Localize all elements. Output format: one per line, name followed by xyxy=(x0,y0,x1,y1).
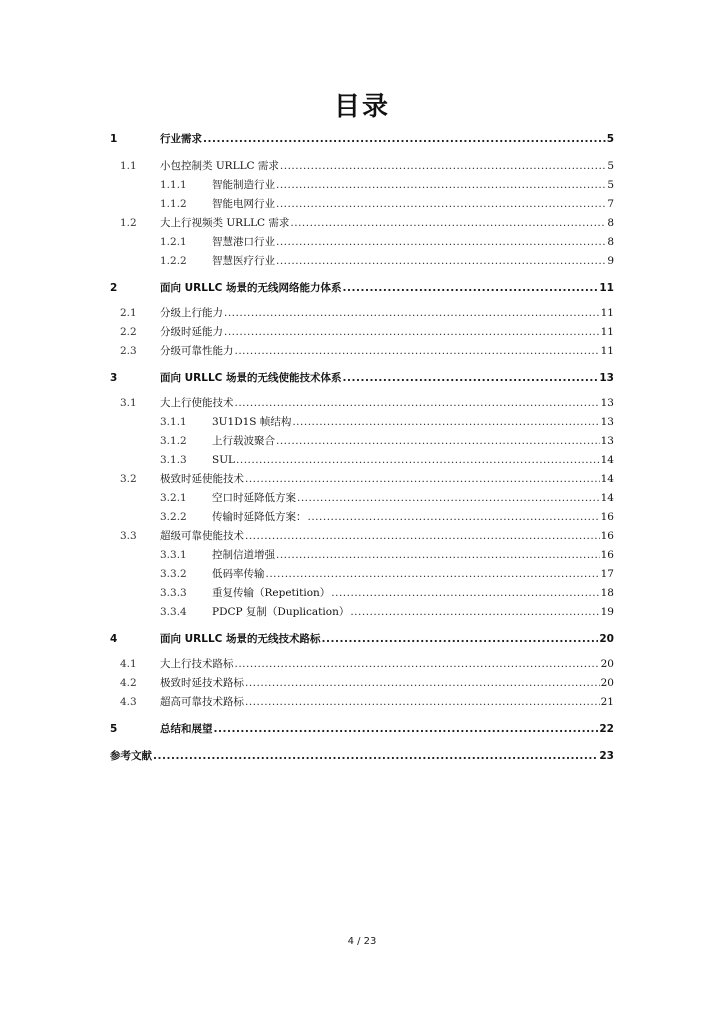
toc-entry-page: 5 xyxy=(607,160,614,172)
dot-leader xyxy=(343,369,599,388)
toc-entry-number: 5 xyxy=(110,723,118,735)
toc-entry[interactable] xyxy=(110,603,614,622)
toc-entry-number: 3.3.4 xyxy=(160,606,187,618)
toc-entry-label: 极致时延使能技术 xyxy=(160,473,244,485)
toc-entry[interactable] xyxy=(110,451,614,470)
toc-entry[interactable] xyxy=(110,527,614,546)
dot-leader xyxy=(235,655,600,674)
toc-entry-page: 20 xyxy=(600,658,614,670)
toc-entry-number: 3.3.3 xyxy=(160,587,187,599)
dot-leader xyxy=(276,432,600,451)
dot-leader xyxy=(245,693,600,712)
toc-entry[interactable] xyxy=(110,323,614,342)
toc-entry-label: 参考文献 xyxy=(110,750,152,762)
toc-entry-label: 面向 URLLC 场景的无线使能技术体系 xyxy=(160,372,342,384)
toc-entry-page: 22 xyxy=(599,723,614,735)
dot-leader xyxy=(322,630,599,649)
toc-entry-number: 3.1.3 xyxy=(160,454,187,466)
toc-entry-label: 智慧港口行业 xyxy=(212,236,275,248)
toc-entry-label: SUL xyxy=(212,454,236,466)
toc-entry[interactable] xyxy=(110,693,614,712)
dot-leader xyxy=(203,130,606,149)
dot-leader xyxy=(292,413,599,432)
dot-leader xyxy=(235,342,600,361)
toc-entry[interactable] xyxy=(110,157,614,176)
toc-entry[interactable] xyxy=(110,130,614,149)
toc-entry-label: 总结和展望 xyxy=(160,723,213,735)
toc-entry-page: 14 xyxy=(600,492,614,504)
toc-entry-page: 5 xyxy=(607,179,614,191)
toc-entry-number: 3.3.1 xyxy=(160,549,187,561)
toc-entry-page: 19 xyxy=(600,606,614,618)
toc-entry-page: 7 xyxy=(607,198,614,210)
toc-entry-number: 1.1.1 xyxy=(160,179,187,191)
toc-entry-page: 18 xyxy=(600,587,614,599)
toc-entry[interactable] xyxy=(110,342,614,361)
toc-entry-label: 行业需求 xyxy=(160,133,202,145)
toc-entry[interactable] xyxy=(110,304,614,323)
toc-entry[interactable] xyxy=(110,489,614,508)
toc-entry-page: 17 xyxy=(600,568,614,580)
toc-entry-page: 16 xyxy=(600,511,614,523)
toc-entry-label: 超高可靠技术路标 xyxy=(160,696,244,708)
toc-entry-number: 3.2.2 xyxy=(160,511,187,523)
toc-entry-page: 8 xyxy=(607,217,614,229)
toc-entry-page: 20 xyxy=(599,633,614,645)
toc-entry-number: 2.2 xyxy=(120,326,137,338)
dot-leader xyxy=(266,565,600,584)
dot-leader xyxy=(343,279,599,298)
dot-leader xyxy=(224,323,600,342)
dot-leader xyxy=(276,252,606,271)
toc-entry-page: 14 xyxy=(600,454,614,466)
toc-entry-label: 面向 URLLC 场景的无线网络能力体系 xyxy=(160,282,342,294)
page-number-footer: 4 / 23 xyxy=(347,936,377,947)
toc-entry-page: 11 xyxy=(600,345,614,357)
toc-entry-page: 16 xyxy=(600,530,614,542)
toc-entry[interactable] xyxy=(110,233,614,252)
toc-entry-label: 3U1D1S 帧结构 xyxy=(212,416,292,428)
toc-entry-label: 智慧医疗行业 xyxy=(212,255,275,267)
toc-entry-number: 1.2.1 xyxy=(160,236,187,248)
toc-entry-number: 2.3 xyxy=(120,345,137,357)
dot-leader xyxy=(214,720,599,739)
dot-leader xyxy=(236,451,600,470)
table-of-contents xyxy=(110,130,614,766)
toc-entry-number: 1.2.2 xyxy=(160,255,187,267)
toc-entry[interactable] xyxy=(110,674,614,693)
toc-entry-label: 控制信道增强 xyxy=(212,549,275,561)
toc-entry[interactable] xyxy=(110,279,614,298)
dot-leader xyxy=(224,304,600,323)
toc-entry-label: 分级时延能力 xyxy=(160,326,223,338)
toc-entry-number: 1.2 xyxy=(120,217,137,229)
toc-entry-page: 9 xyxy=(607,255,614,267)
dot-leader xyxy=(350,603,599,622)
toc-entry[interactable] xyxy=(110,432,614,451)
toc-entry-page: 5 xyxy=(606,133,614,145)
toc-entry-label: 空口时延降低方案 xyxy=(212,492,296,504)
toc-entry-page: 8 xyxy=(607,236,614,248)
dot-leader xyxy=(308,508,600,527)
toc-entry-number: 1 xyxy=(110,133,118,145)
toc-entry-label: 面向 URLLC 场景的无线技术路标 xyxy=(160,633,321,645)
toc-entry-label: 低码率传输 xyxy=(212,568,265,580)
toc-entry[interactable] xyxy=(110,394,614,413)
toc-entry-number: 4 xyxy=(110,633,118,645)
toc-entry-number: 4.1 xyxy=(120,658,137,670)
toc-entry-label: 小包控制类 URLLC 需求 xyxy=(160,160,279,172)
toc-entry-label: 大上行使能技术 xyxy=(160,397,234,409)
toc-entry-page: 21 xyxy=(600,696,614,708)
toc-entry[interactable] xyxy=(110,546,614,565)
toc-entry-label: 上行载波聚合 xyxy=(212,435,275,447)
toc-entry-page: 16 xyxy=(600,549,614,561)
toc-entry-label: 智能制造行业 xyxy=(212,179,275,191)
toc-entry-number: 3.1.1 xyxy=(160,416,187,428)
toc-entry-page: 23 xyxy=(599,750,614,762)
toc-title: 目录 xyxy=(333,92,390,122)
toc-entry-number: 1.1 xyxy=(120,160,137,172)
toc-entry-label: 大上行视频类 URLLC 需求 xyxy=(160,217,290,229)
toc-entry-page: 11 xyxy=(599,282,614,294)
toc-entry-label: PDCP 复制（Duplication） xyxy=(212,606,350,618)
dot-leader xyxy=(245,527,600,546)
dot-leader xyxy=(276,233,606,252)
dot-leader xyxy=(276,195,606,214)
toc-entry-number: 3.3.2 xyxy=(160,568,187,580)
dot-leader xyxy=(153,747,598,766)
toc-entry[interactable] xyxy=(110,252,614,271)
toc-entry-number: 1.1.2 xyxy=(160,198,187,210)
toc-entry[interactable] xyxy=(110,369,614,388)
toc-entry-number: 2 xyxy=(110,282,118,294)
toc-entry-page: 13 xyxy=(600,416,614,428)
toc-entry[interactable] xyxy=(110,195,614,214)
toc-entry-page: 20 xyxy=(600,677,614,689)
toc-entry-label: 超级可靠使能技术 xyxy=(160,530,244,542)
dot-leader xyxy=(245,674,600,693)
toc-entry-page: 11 xyxy=(600,326,614,338)
toc-entry-label: 极致时延技术路标 xyxy=(160,677,244,689)
toc-entry[interactable] xyxy=(110,413,614,432)
dot-leader xyxy=(297,489,600,508)
toc-entry-label: 传输时延降低方案： xyxy=(212,511,307,523)
toc-entry[interactable] xyxy=(110,655,614,674)
toc-entry-label: 分级上行能力 xyxy=(160,307,223,319)
toc-entry-number: 3.1 xyxy=(120,397,137,409)
toc-entry-label: 智能电网行业 xyxy=(212,198,275,210)
toc-entry-number: 3 xyxy=(110,372,118,384)
toc-entry-page: 13 xyxy=(600,397,614,409)
dot-leader xyxy=(331,584,599,603)
dot-leader xyxy=(290,214,606,233)
toc-entry-page: 13 xyxy=(599,372,614,384)
toc-entry-page: 14 xyxy=(600,473,614,485)
toc-entry[interactable] xyxy=(110,747,614,766)
toc-entry-number: 3.2 xyxy=(120,473,137,485)
toc-entry[interactable] xyxy=(110,508,614,527)
dot-leader xyxy=(245,470,600,489)
toc-entry-number: 3.3 xyxy=(120,530,137,542)
toc-entry[interactable] xyxy=(110,584,614,603)
toc-entry-number: 4.2 xyxy=(120,677,137,689)
toc-entry[interactable] xyxy=(110,565,614,584)
dot-leader xyxy=(276,546,600,565)
dot-leader xyxy=(280,157,606,176)
toc-entry-page: 13 xyxy=(600,435,614,447)
toc-entry-number: 2.1 xyxy=(120,307,137,319)
toc-entry-label: 大上行技术路标 xyxy=(160,658,234,670)
toc-entry[interactable] xyxy=(110,630,614,649)
dot-leader xyxy=(235,394,600,413)
toc-entry[interactable] xyxy=(110,214,614,233)
toc-entry-label: 重复传输（Repetition） xyxy=(212,587,331,599)
toc-entry[interactable] xyxy=(110,176,614,195)
toc-entry[interactable] xyxy=(110,470,614,489)
toc-entry-page: 11 xyxy=(600,307,614,319)
toc-entry-label: 分级可靠性能力 xyxy=(160,345,234,357)
toc-entry-number: 3.1.2 xyxy=(160,435,187,447)
toc-entry[interactable] xyxy=(110,720,614,739)
toc-entry-number: 3.2.1 xyxy=(160,492,187,504)
toc-entry-number: 4.3 xyxy=(120,696,137,708)
dot-leader xyxy=(276,176,606,195)
